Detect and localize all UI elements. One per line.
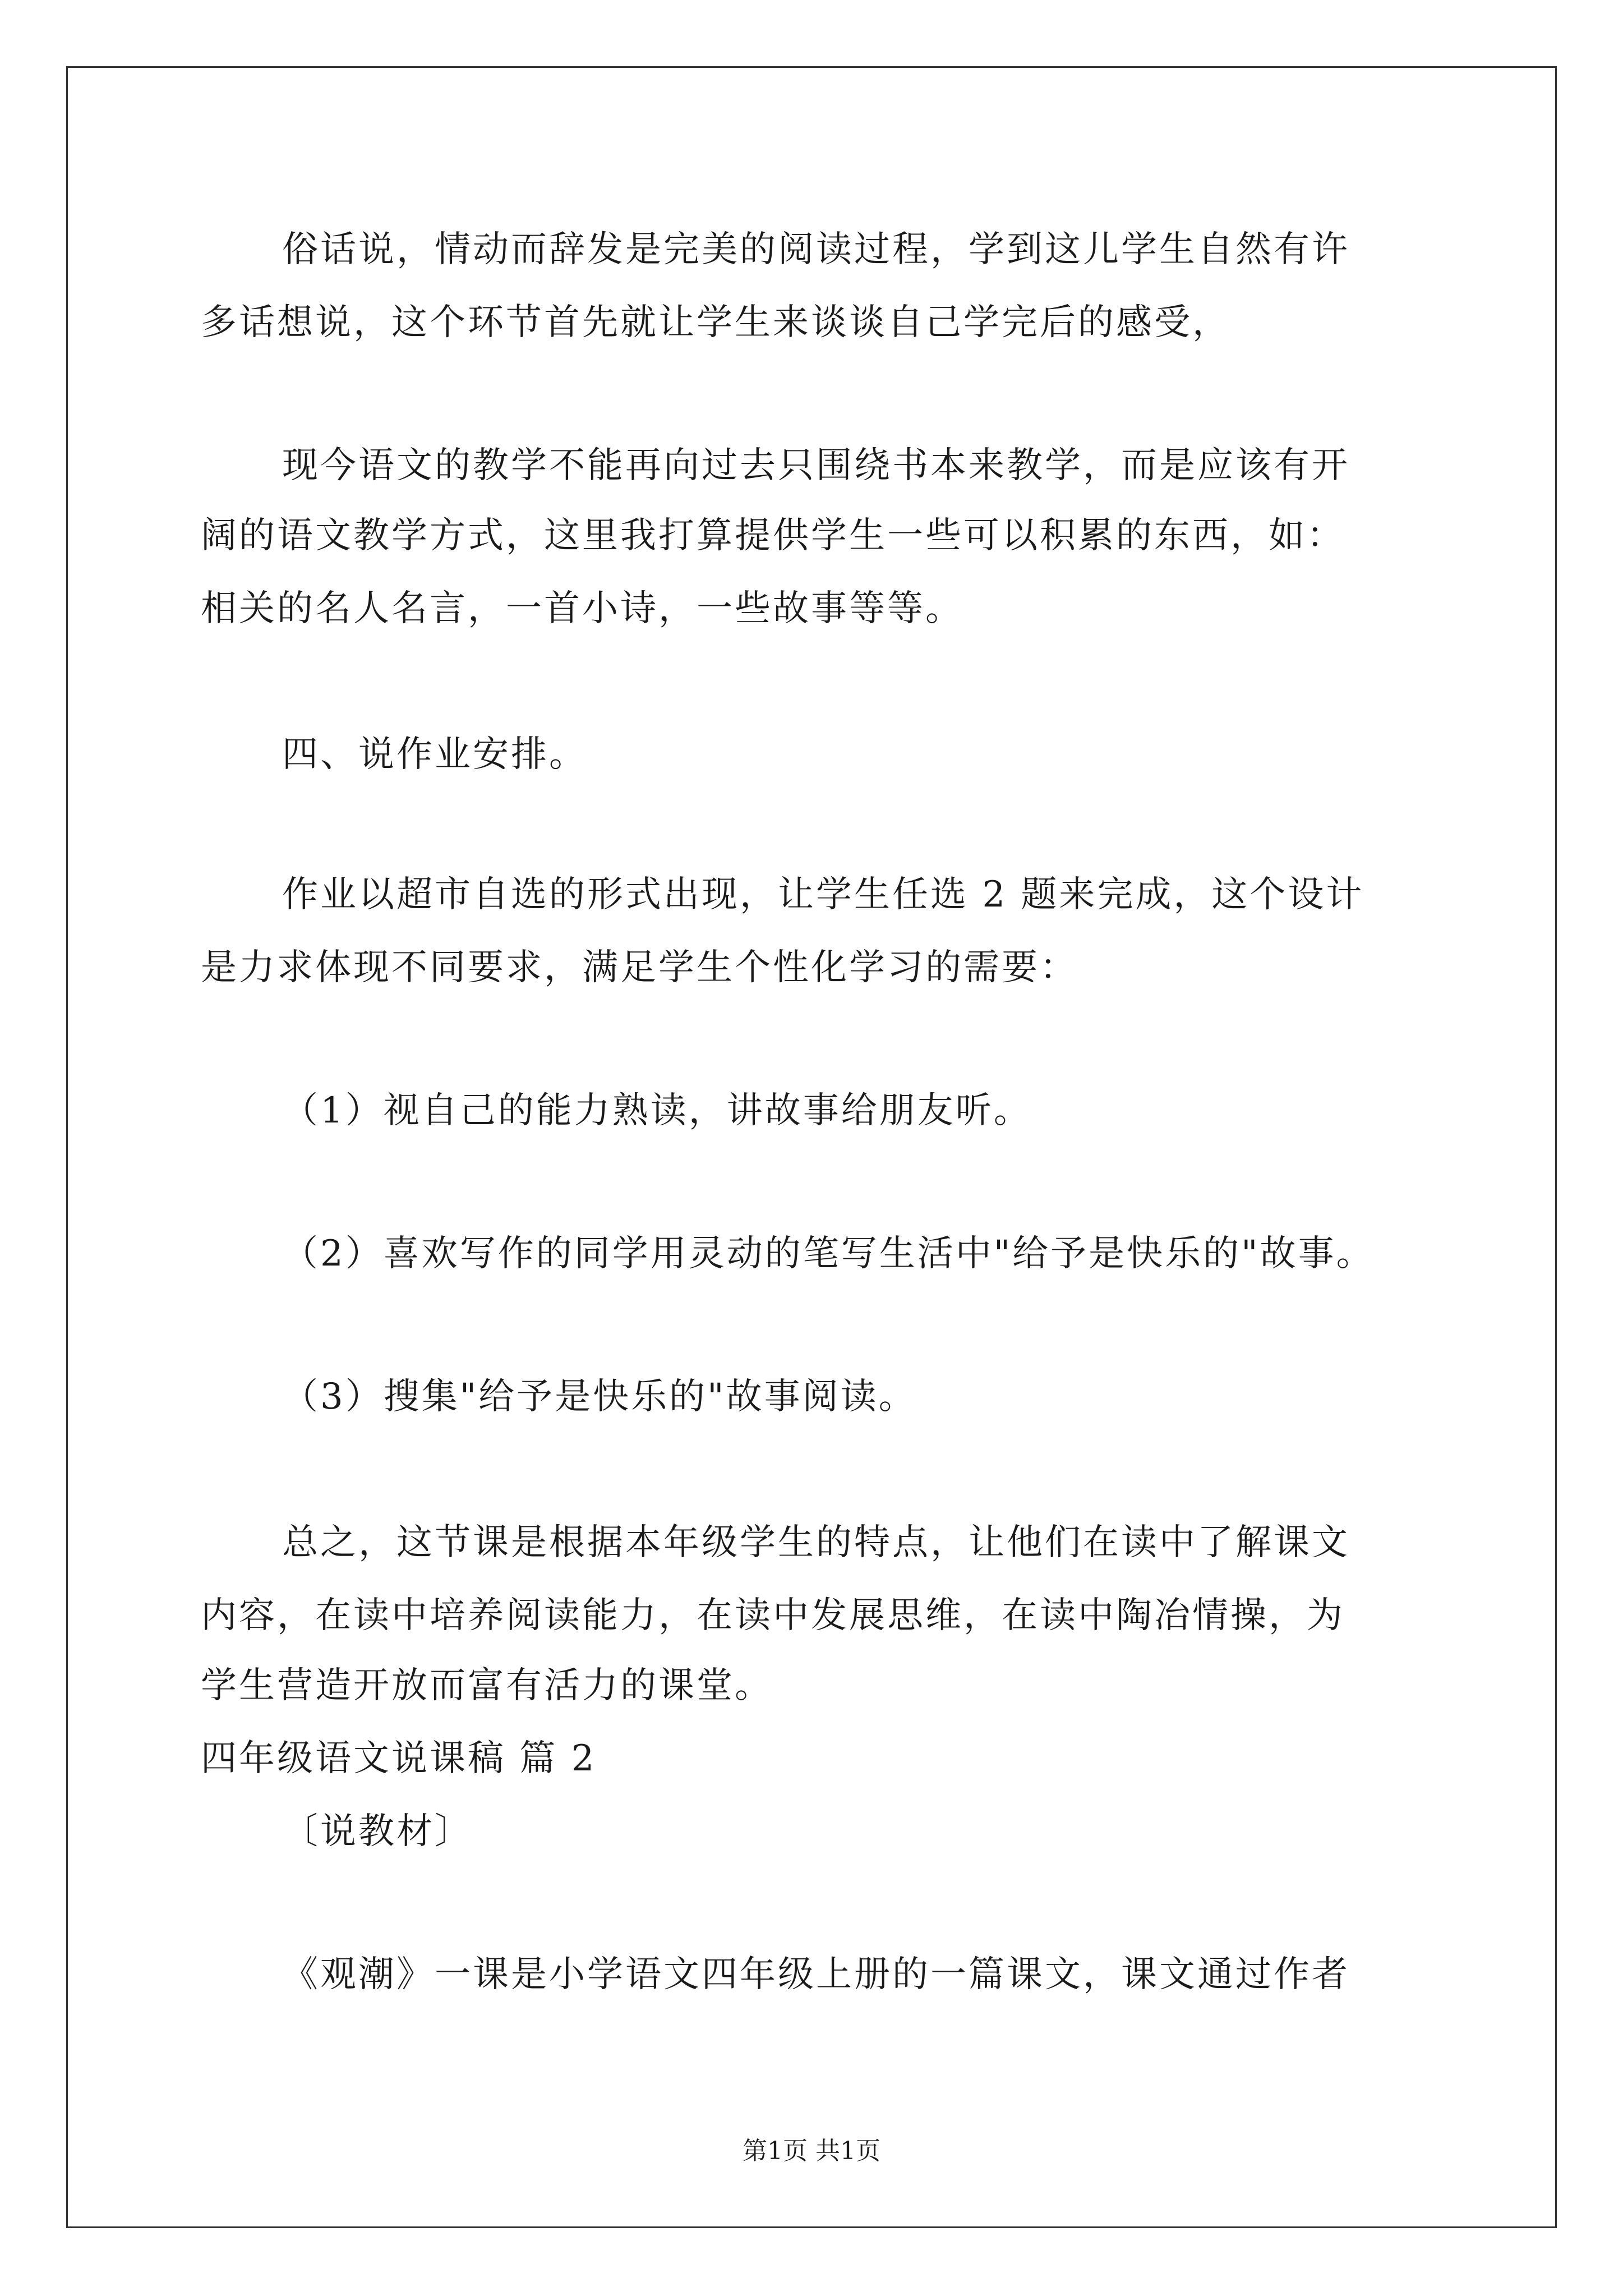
page-footer: 第1页 共1页 — [743, 2137, 880, 2165]
list-item: （2）喜欢写作的同学用灵动的笔写生活中"给予是快乐的"故事。 — [282, 1233, 1375, 1274]
paragraph-line: 总之，这节课是根据本年级学生的特点，让他们在读中了解课文 — [282, 1522, 1350, 1563]
list-item: （3）搜集"给予是快乐的"故事阅读。 — [282, 1376, 917, 1418]
paragraph-line: 是力求体现不同要求，满足学生个性化学习的需要： — [201, 947, 1078, 988]
section-heading: 四、说作业安排。 — [282, 734, 587, 775]
paragraph-line: 学生营造开放而富有活力的课堂。 — [201, 1665, 773, 1706]
list-item: （1）视自己的能力熟读，讲故事给朋友听。 — [282, 1090, 1032, 1131]
paragraph-line: 相关的名人名言，一首小诗，一些故事等等。 — [201, 588, 963, 629]
paragraph-line: 《观潮》一课是小学语文四年级上册的一篇课文，课文通过作者 — [282, 1954, 1350, 1995]
article-title: 四年级语文说课稿 篇 2 — [201, 1738, 597, 1779]
paragraph-line: 作业以超市自选的形式出现，让学生任选 2 题来完成，这个设计 — [282, 874, 1364, 915]
paragraph-line: 阔的语文教学方式，这里我打算提供学生一些可以积累的东西，如： — [201, 515, 1345, 556]
paragraph-line: 多话想说，这个环节首先就让学生来谈谈自己学完后的感受， — [201, 302, 1230, 343]
paragraph-line: 内容，在读中培养阅读能力，在读中发展思维，在读中陶冶情操，为 — [201, 1595, 1345, 1636]
page-border — [66, 66, 1557, 2228]
section-heading: 〔说教材〕 — [282, 1811, 473, 1852]
paragraph-line: 现今语文的教学不能再向过去只围绕书本来教学，而是应该有开 — [282, 445, 1350, 486]
paragraph-line: 俗话说，情动而辞发是完美的阅读过程，学到这儿学生自然有许 — [282, 229, 1350, 270]
